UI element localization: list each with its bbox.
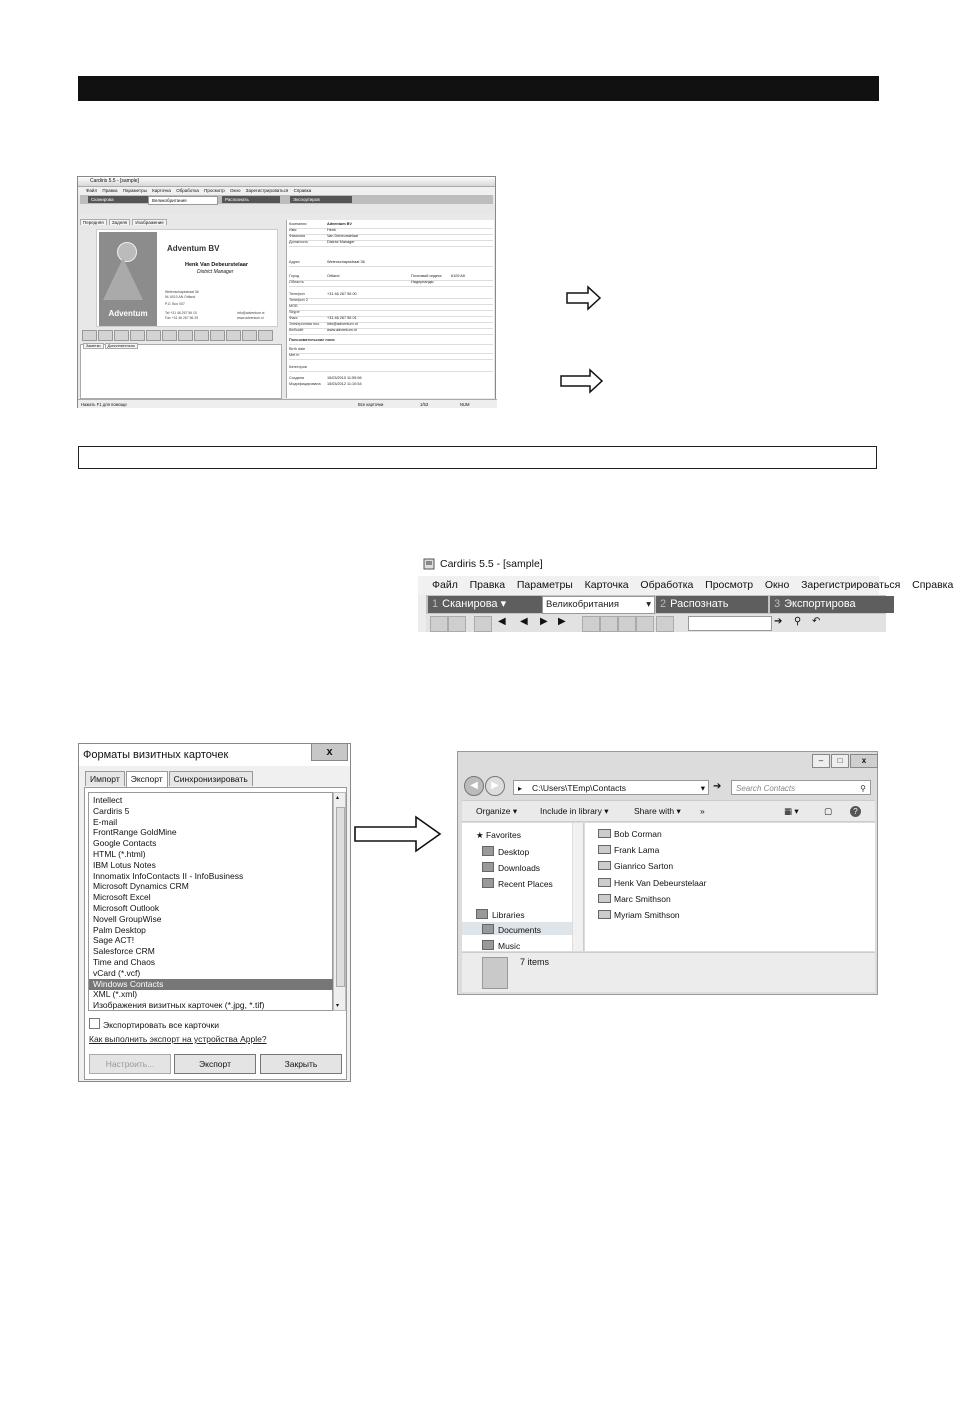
field-label: Почтовый индекс xyxy=(411,274,442,278)
last-icon[interactable]: ▶ xyxy=(558,616,566,627)
card-phone: Tel +31 46 267 56 10 xyxy=(165,311,197,315)
next-icon[interactable]: ▶ xyxy=(540,616,548,627)
preview-pane-icon[interactable]: ▢ xyxy=(824,806,833,816)
field-value: 15/03/2010 11:55:56 xyxy=(327,376,362,380)
nav-downloads[interactable] xyxy=(482,862,540,873)
nav-desktop[interactable] xyxy=(482,846,529,857)
field-label: Телефон xyxy=(289,292,305,296)
arrow-right-icon xyxy=(566,286,602,310)
contact-icon xyxy=(598,894,611,903)
menu-item-card[interactable]: Карточка xyxy=(584,579,629,591)
field-label: Телефон 2 xyxy=(289,298,308,302)
format-item[interactable]: HTML (*.html) xyxy=(93,849,146,859)
arrow-right-icon xyxy=(354,816,444,852)
step-number: 2 xyxy=(660,598,667,610)
format-item[interactable]: Microsoft Excel xyxy=(93,892,151,903)
menu-item[interactable]: Просмотр xyxy=(204,188,225,193)
field-label: Имя xyxy=(289,228,297,232)
scroll-up-icon[interactable]: ▴ xyxy=(336,795,340,801)
file-name: Gianrico Sarton xyxy=(614,861,674,872)
search-icon: ⚲ xyxy=(860,784,866,793)
menu-item[interactable]: Файл xyxy=(86,188,98,193)
menu-item[interactable]: Обработка xyxy=(176,188,199,193)
step-label: Распознать xyxy=(670,598,729,610)
language-select[interactable] xyxy=(542,596,655,614)
field-label: Область xyxy=(289,280,304,284)
tool-icon[interactable] xyxy=(258,330,273,341)
view-options-icon[interactable]: ▦ ▾ xyxy=(784,806,799,816)
contact-file[interactable] xyxy=(598,829,662,839)
search-placeholder: Search Contacts xyxy=(736,784,796,793)
nav-documents[interactable] xyxy=(482,924,541,935)
tool-icon[interactable] xyxy=(226,330,241,341)
list-scrollbar[interactable] xyxy=(333,792,346,1011)
card-tools-row xyxy=(82,330,282,341)
contact-file[interactable] xyxy=(598,878,706,888)
field-label: Город xyxy=(289,274,300,278)
apple-export-link[interactable]: Как выполнить экспорт на устройства Apple? xyxy=(89,1034,267,1044)
field-value: Wetenschapsstraat 36 xyxy=(327,260,365,264)
field-value: +31 46 267 56 01 xyxy=(327,316,357,320)
export-step[interactable] xyxy=(770,596,894,613)
nav-label: Favorites xyxy=(485,830,521,840)
nav-favorites[interactable] xyxy=(476,830,521,841)
item-count: 7 items xyxy=(520,957,550,967)
recent-places-icon xyxy=(482,878,494,888)
field-value: Нидерланды xyxy=(411,280,434,284)
organize-button[interactable]: Organize ▾ xyxy=(476,806,518,816)
field-row[interactable] xyxy=(289,328,493,335)
folder-icon xyxy=(482,957,508,989)
field-value: Adventum BV xyxy=(327,222,352,226)
menu-item[interactable]: Окно xyxy=(230,188,241,193)
go-icon[interactable]: ➔ xyxy=(713,781,722,792)
contact-icon xyxy=(598,878,611,887)
documents-icon xyxy=(482,924,494,934)
explorer-window xyxy=(457,751,878,995)
go-icon[interactable]: ➔ xyxy=(774,616,783,627)
menu-item-edit[interactable]: Правка xyxy=(469,579,506,591)
status-count: 1/53 xyxy=(420,402,429,407)
card-photo xyxy=(99,232,157,326)
format-item[interactable]: Intellect xyxy=(93,795,123,805)
search-input[interactable] xyxy=(731,780,871,795)
cardiris-zoom-window xyxy=(418,552,954,632)
menu-item[interactable]: Справка xyxy=(293,188,312,193)
address-bar[interactable] xyxy=(513,780,709,795)
dialog-tabs xyxy=(85,771,254,787)
contact-icon xyxy=(598,829,611,838)
format-item[interactable]: Microsoft Dynamics CRM xyxy=(93,881,189,892)
tool-icon[interactable] xyxy=(194,330,209,341)
format-item[interactable]: Cardiris 5 xyxy=(93,805,130,816)
language-value: Великобритания xyxy=(546,599,619,610)
format-item[interactable]: Palm Desktop xyxy=(93,924,146,935)
format-item[interactable]: FrontRange GoldMine xyxy=(93,827,177,838)
libraries-icon xyxy=(476,909,488,919)
format-item[interactable]: Sage ACT! xyxy=(93,935,135,946)
card-company: Adventum BV xyxy=(167,244,220,253)
app-icon xyxy=(423,558,435,570)
command-bar xyxy=(462,800,875,822)
contact-icon xyxy=(598,861,611,870)
nav-libraries[interactable] xyxy=(476,909,525,920)
field-value: Van Debeurstelaar xyxy=(327,234,359,238)
binoculars-icon[interactable]: ⚲ xyxy=(794,616,802,627)
tool-icon[interactable] xyxy=(162,330,177,341)
recognize-step[interactable]: Распознать xyxy=(222,196,280,203)
fields-panel xyxy=(286,220,494,398)
field-label: Skype xyxy=(289,310,300,314)
menu-bar xyxy=(418,576,954,595)
field-section xyxy=(289,338,493,345)
toolbar xyxy=(78,204,495,214)
format-item[interactable]: Innomatix InfoContacts II - InfoBusiness xyxy=(93,870,244,881)
export-step[interactable]: Экспортиров xyxy=(290,196,352,203)
trophy-icon[interactable] xyxy=(474,616,492,632)
file-name: Henk Van Debeurstelaar xyxy=(614,877,707,888)
nav-label: Documents xyxy=(498,925,541,935)
contact-file[interactable] xyxy=(598,894,671,904)
steps-bar xyxy=(80,195,493,204)
view-icon[interactable] xyxy=(656,616,674,632)
tab-front[interactable]: Передняя xyxy=(80,219,107,225)
cardiris-main-window xyxy=(77,176,496,408)
tab-notes[interactable]: Заметки xyxy=(83,343,104,349)
step-number: 1 xyxy=(432,598,439,610)
status-filter: Все карточки xyxy=(358,402,384,407)
field-label: Birth date xyxy=(289,347,306,351)
scroll-thumb[interactable] xyxy=(336,807,345,987)
format-item[interactable]: IBM Lotus Notes xyxy=(93,859,156,870)
scroll-down-icon[interactable]: ▾ xyxy=(336,1003,340,1009)
field-row[interactable] xyxy=(289,260,493,267)
menu-bar xyxy=(78,187,495,195)
menu-item[interactable]: Правка xyxy=(102,188,118,193)
menu-item-process[interactable]: Обработка xyxy=(640,579,694,591)
search-input[interactable] xyxy=(688,616,772,631)
nav-label: Downloads xyxy=(498,863,541,873)
details-pane xyxy=(462,952,875,992)
folder-icon: ▸ xyxy=(518,784,523,793)
tab-sync[interactable]: Синхронизировать xyxy=(169,771,253,786)
tab-export[interactable]: Экспорт xyxy=(126,771,168,788)
card-fax: Fax +31 46 267 56 29 xyxy=(165,316,199,320)
field-value: info@adventum.nl xyxy=(327,322,358,326)
format-item[interactable]: Microsoft Outlook xyxy=(93,903,160,913)
file-name: Myriam Smithson xyxy=(614,910,680,920)
field-label: Фамилия xyxy=(289,234,306,238)
format-item[interactable]: E-mail xyxy=(93,816,118,827)
checkbox-box[interactable] xyxy=(89,1018,100,1029)
status-hint: Нажать F1 для помощи xyxy=(81,402,127,407)
share-with-button[interactable]: Share with ▾ xyxy=(634,806,681,816)
tab-image[interactable]: Изображение xyxy=(132,219,166,225)
field-label: Met in xyxy=(289,353,300,357)
field-label: Должность xyxy=(289,240,309,244)
tool-icon[interactable] xyxy=(448,616,466,632)
navigation-pane xyxy=(462,823,584,951)
nav-label: Recent Places xyxy=(498,879,553,889)
export-all-checkbox[interactable] xyxy=(89,1018,219,1030)
window-title: Cardiris 5.5 - [sample] xyxy=(418,552,879,576)
notes-panel[interactable] xyxy=(80,344,282,399)
tab-additional[interactable]: Дополнительно xyxy=(105,343,138,349)
contact-file[interactable] xyxy=(598,910,680,920)
card-view-tabs xyxy=(80,220,280,227)
view-icon[interactable] xyxy=(600,616,618,632)
first-icon[interactable]: ◀ xyxy=(498,616,506,627)
tool-icon[interactable] xyxy=(130,330,145,341)
logo-triangle xyxy=(103,258,143,300)
format-item[interactable]: vCard (*.vcf) xyxy=(93,967,141,978)
nav-label: Desktop xyxy=(498,847,530,857)
file-name: Bob Corman xyxy=(614,829,662,839)
format-item[interactable]: Salesforce CRM xyxy=(93,946,155,957)
field-label: Компания xyxy=(289,222,307,226)
help-icon[interactable]: ? xyxy=(850,806,861,817)
view-icon[interactable] xyxy=(618,616,636,632)
configure-button[interactable]: Настроить... xyxy=(89,1054,171,1074)
tool-icon[interactable] xyxy=(430,616,448,632)
export-button[interactable]: Экспорт xyxy=(174,1054,256,1074)
field-row[interactable] xyxy=(289,365,493,372)
field-value: District Manager xyxy=(327,240,355,244)
recognize-step[interactable] xyxy=(656,596,768,613)
tool-icon[interactable] xyxy=(210,330,225,341)
field-label: Факс xyxy=(289,316,298,320)
format-item[interactable]: Windows Contacts xyxy=(89,979,335,990)
card-pobox: P.O. Box 007 xyxy=(165,302,185,306)
card-web: www.adventum.nl xyxy=(237,316,264,320)
format-item[interactable]: Time and Chaos xyxy=(93,957,156,967)
scan-step[interactable]: 1 Сканирова ▾ xyxy=(428,596,542,613)
field-label: Электронная поч. xyxy=(289,322,321,326)
format-list[interactable] xyxy=(88,792,333,1011)
language-select[interactable]: Великобритания xyxy=(148,196,218,205)
view-icon[interactable] xyxy=(636,616,654,632)
card-address: NL 6010 AN Ortland xyxy=(165,295,196,299)
menu-item-file[interactable]: Файл xyxy=(432,579,458,591)
menu-item-register[interactable]: Зарегистрироваться xyxy=(801,579,901,591)
toolbar xyxy=(426,614,886,632)
downloads-icon xyxy=(482,862,494,872)
status-num: NUM xyxy=(460,402,470,407)
menu-item[interactable]: Карточка xyxy=(152,188,171,193)
forward-button[interactable]: ▶ xyxy=(485,776,505,796)
tool-icon[interactable] xyxy=(242,330,257,341)
export-formats-dialog xyxy=(78,743,351,1082)
undo-icon[interactable]: ↶ xyxy=(812,616,821,627)
menu-item[interactable]: Параметры xyxy=(122,188,147,193)
minimize-button[interactable]: – xyxy=(812,754,830,768)
card-address: Wetenschapsstraat 36 xyxy=(165,290,199,294)
menu-item-view[interactable]: Просмотр xyxy=(705,579,754,591)
nav-scrollbar[interactable] xyxy=(572,823,583,951)
step-label: Экспортирова xyxy=(784,598,856,610)
field-value: 6109 AK xyxy=(451,274,466,278)
field-label: Создана xyxy=(289,376,305,380)
format-item[interactable]: Google Contacts xyxy=(93,838,157,849)
back-button[interactable]: ◀ xyxy=(464,776,484,796)
field-row[interactable] xyxy=(289,353,493,360)
desktop-icon xyxy=(482,846,494,856)
chevron-down-icon[interactable]: ▾ xyxy=(700,783,705,793)
more-commands-button[interactable]: » xyxy=(700,806,705,816)
card-email: info@adventum.nl xyxy=(237,311,265,315)
status-bar xyxy=(78,399,497,408)
steps-bar xyxy=(426,595,886,614)
tool-icon[interactable] xyxy=(114,330,129,341)
tool-icon[interactable] xyxy=(82,330,97,341)
file-name: Frank Lama xyxy=(614,845,660,856)
arrow-right-icon xyxy=(560,369,604,393)
section-box xyxy=(78,446,877,469)
menu-item-params[interactable]: Параметры xyxy=(516,579,573,591)
include-in-library-button[interactable]: Include in library ▾ xyxy=(540,806,609,816)
field-row[interactable] xyxy=(289,240,493,247)
field-label: МОБ xyxy=(289,304,298,308)
step-label: Сканирова xyxy=(442,598,498,610)
music-icon xyxy=(482,940,494,950)
format-item[interactable]: Novell GroupWise xyxy=(93,913,162,924)
export-panel xyxy=(84,787,347,1080)
star-icon: ★ xyxy=(476,830,486,840)
menu-item[interactable]: Зарегистрироваться xyxy=(245,188,289,193)
contact-file[interactable] xyxy=(598,861,673,871)
menu-item-help[interactable]: Справка xyxy=(912,579,954,591)
step-number: 3 xyxy=(774,598,781,610)
view-icon[interactable] xyxy=(582,616,600,632)
scan-step[interactable]: Сканирова xyxy=(88,196,152,203)
nav-label: Libraries xyxy=(492,910,525,920)
file-list xyxy=(585,823,875,951)
field-row xyxy=(289,382,493,388)
menu-item-window[interactable]: Окно xyxy=(764,579,790,591)
field-value: Henk xyxy=(327,228,336,232)
maximize-button[interactable]: □ xyxy=(831,754,849,768)
close-button[interactable]: x xyxy=(850,754,878,768)
field-value: www.adventum.nl xyxy=(327,328,357,332)
business-card-image xyxy=(96,229,278,327)
field-label: Категории xyxy=(289,365,307,369)
nav-recent-places[interactable] xyxy=(482,878,553,889)
field-value: Ortland xyxy=(327,274,340,278)
address-path: C:\Users\TEmp\Contacts xyxy=(532,783,626,793)
tab-import[interactable]: Импорт xyxy=(85,771,125,786)
contact-icon xyxy=(598,845,611,854)
field-label: Вебсайт xyxy=(289,328,304,332)
field-label: Адрес xyxy=(289,260,300,264)
dialog-title: Форматы визитных карточек xyxy=(79,744,350,766)
close-button[interactable]: x xyxy=(311,744,348,761)
prev-icon[interactable]: ◀ xyxy=(520,616,528,627)
card-logo: Adventum xyxy=(108,309,148,318)
window-title: Cardiris 5.5 - [sample] xyxy=(78,177,495,187)
chevron-down-icon: ▾ xyxy=(646,599,651,610)
field-label: Пользовательские поля xyxy=(289,338,335,342)
tool-icon[interactable] xyxy=(146,330,161,341)
contact-icon xyxy=(598,910,611,919)
field-row[interactable] xyxy=(289,280,493,287)
section-header-bar xyxy=(78,76,879,101)
nav-music[interactable] xyxy=(482,940,520,951)
close-dialog-button[interactable]: Закрыть xyxy=(260,1054,342,1074)
checkbox-label: Экспортировать все карточки xyxy=(103,1020,219,1030)
tool-icon[interactable] xyxy=(178,330,193,341)
card-job: District Manager xyxy=(197,269,234,275)
nav-label: Music xyxy=(498,941,521,951)
window-controls xyxy=(811,754,878,768)
field-value: +31 46 267 56 00 xyxy=(327,292,357,296)
tab-back[interactable]: Задняя xyxy=(109,219,130,225)
card-person: Henk Van Debeurstelaar xyxy=(185,262,248,268)
file-name: Marc Smithson xyxy=(614,893,671,904)
format-item[interactable]: Изображения визитных карточек (*.jpg, *.tif) xyxy=(93,1000,265,1011)
format-item[interactable]: XML (*.xml) xyxy=(93,989,138,1000)
contact-file[interactable] xyxy=(598,845,659,855)
field-label: Модифицирована xyxy=(289,382,321,386)
field-value: 15/03/2012 11:10:54 xyxy=(327,382,362,386)
tool-icon[interactable] xyxy=(98,330,113,341)
